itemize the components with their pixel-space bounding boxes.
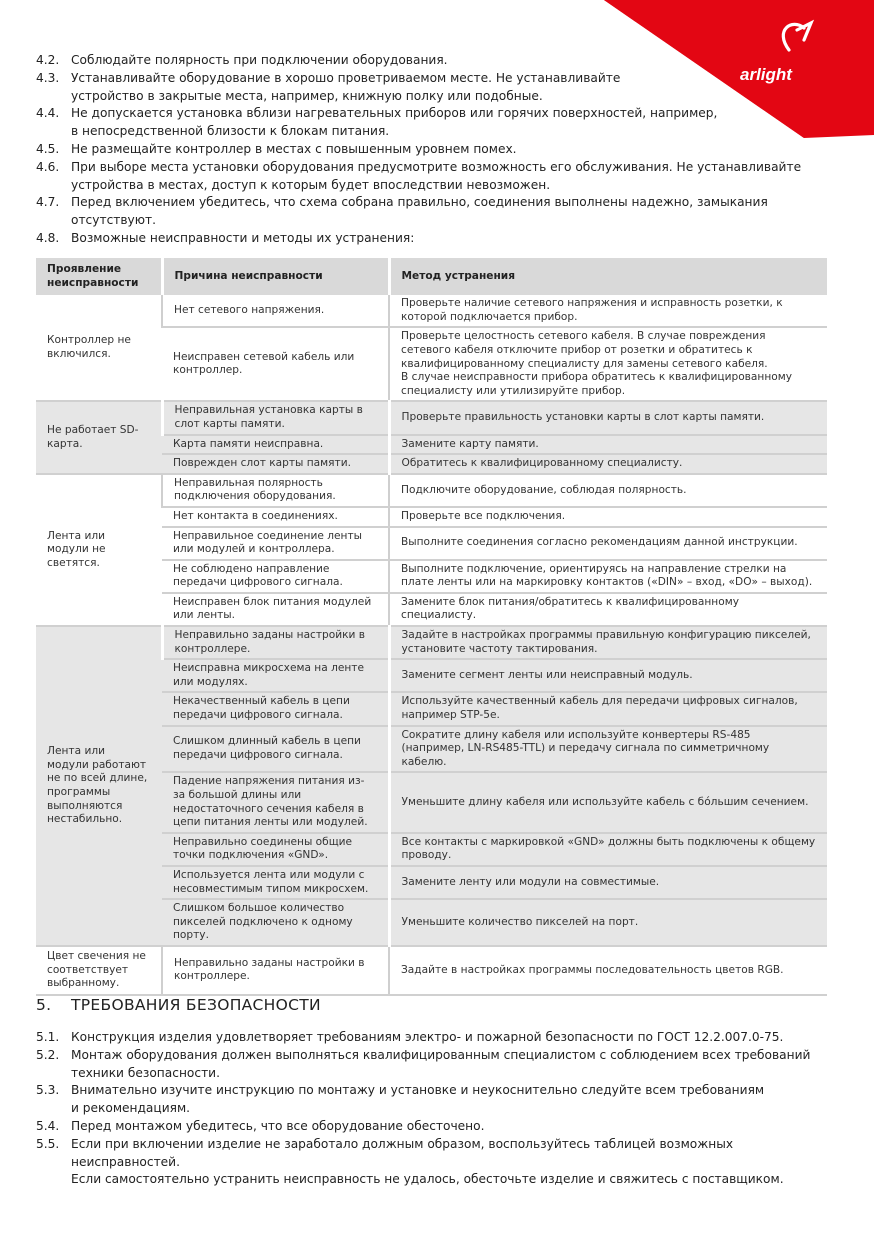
cause-cell: Неправильная полярность подключения оборудования. [162,474,389,507]
list-item [36,1118,836,1136]
header-fix: Метод устранения [389,258,827,295]
item-line: Не допускается установка вблизи нагревательных приборов или горячих поверхностей, например, [71,106,718,121]
cause-cell: Неправильно заданы настройки в контроллере. [162,626,389,659]
item-number: 4.8. [36,230,60,245]
symptom-cell: Цвет свечения не соответствует выбранному. [36,946,162,995]
symptom-cell: Не работает SD-карта. [36,401,162,473]
cause-cell: Нет контакта в соединениях. [162,507,389,527]
fix-cell: Замените карту памяти. [389,435,827,455]
fix-cell: Проверьте целостность сетевого кабеля. В случае повреждения сетевого кабеля отключите прибор от розетки и обратитесь к квалифицированному специалисту для замены сетевого кабеля. В случае неисправности прибора обратитесь к квалифицированному специалисту или утилизируйте прибор. [389,327,827,401]
section-number: 5. [36,996,52,1014]
item-text [71,1136,836,1189]
cause-cell: Слишком большое количество пикселей подключено к одному порту. [162,899,389,946]
item-number: 4.4. [36,106,60,121]
fix-cell: Выполните соединения согласно рекомендациям данной инструкции. [389,527,827,560]
fix-cell: Используйте качественный кабель для передачи цифровых сигналов, например STP-5e. [389,692,827,725]
item-line: При выборе места установки оборудования предусмотрите возможность его обслуживания. Не устанавливайте [71,159,802,174]
fix-cell: Все контакты с маркировкой «GND» должны быть подключены к общему проводу. [389,833,827,866]
item-text [71,194,836,230]
item-number: 5.1. [36,1030,60,1044]
cause-cell: Неправильная установка карты в слот карты памяти. [162,401,389,434]
list-item [36,230,836,248]
fix-cell: Задайте в настройках программы правильную конфигурацию пикселей, установите частоту тактирования. [389,626,827,659]
table-row [36,295,827,327]
item-line: Не размещайте контроллер в местах с повышенным уровнем помех. [71,141,517,156]
header-symptom: Проявление неисправности [36,258,162,295]
item-line: техники безопасности. [71,1065,220,1080]
item-number: 5.4. [36,1118,60,1133]
item-line: Устанавливайте оборудование в хорошо проветриваемом месте. Не устанавливайте [71,70,621,85]
cause-cell: Поврежден слот карты памяти. [162,454,389,474]
cause-cell: Падение напряжения питания из-за большой длины или недостаточного сечения кабеля в цепи питания ленты или модулей. [162,772,389,832]
list-item [36,1136,836,1189]
fix-cell: Сократите длину кабеля или используйте конвертеры RS-485 (например, LN-RS485-TTL) и передачу сигнала по симметричному кабелю. [389,726,827,773]
logo-text: arlight [740,65,792,84]
cause-cell: Слишком длинный кабель в цепи передачи цифрового сигнала. [162,726,389,773]
cause-cell: Неисправен блок питания модулей или ленты. [162,593,389,626]
list-item [36,52,836,70]
item-text [71,1047,836,1083]
table-header-row [36,258,827,295]
item-number: 5.2. [36,1047,60,1062]
cause-cell: Некачественный кабель в цепи передачи цифрового сигнала. [162,692,389,725]
fix-cell: Замените ленту или модули на совместимые. [389,866,827,899]
item-line: Соблюдайте полярность при подключении оборудования. [71,53,448,67]
item-line: Внимательно изучите инструкцию по монтажу и установке и неукоснительно следуйте всем требованиям [71,1083,765,1098]
symptom-cell: Контроллер не включился. [36,295,162,401]
cause-cell: Не соблюдено направление передачи цифрового сигнала. [162,560,389,593]
table-body [36,295,827,995]
item-text [71,159,836,195]
item-text [71,105,836,141]
cause-cell: Неисправен сетевой кабель или контроллер. [162,327,389,401]
cause-cell: Неправильное соединение ленты или модулей и контроллера. [162,527,389,560]
symptom-cell: Лента или модули не светятся. [36,474,162,626]
list-item [36,1082,836,1118]
table-row [36,474,827,507]
list-item [36,1029,836,1047]
item-line: Если при включении изделие не заработало должным образом, воспользуйтесь таблицей возможных неисправностей. [71,1136,734,1169]
item-line: Перед монтажом убедитесь, что все оборудование обесточено. [71,1118,485,1133]
section-5-heading [36,996,321,1014]
troubleshooting-table-wrap [36,258,827,996]
fix-cell: Задайте в настройках программы последовательность цветов RGB. [389,946,827,995]
cause-cell: Неправильно соединены общие точки подключения «GND». [162,833,389,866]
fix-cell: Проверьте наличие сетевого напряжения и исправность розетки, к которой подключается прибор. [389,295,827,327]
list-item [36,141,836,159]
cause-cell: Неисправна микросхема на ленте или модулях. [162,659,389,692]
item-line: Перед включением убедитесь, что схема собрана правильно, соединения выполнены надежно, замыкания [71,195,768,210]
item-line: Монтаж оборудования должен выполняться квалифицированным специалистом с соблюдением всех требований [71,1047,811,1062]
fix-cell: Подключите оборудование, соблюдая полярность. [389,474,827,507]
cause-cell: Карта памяти неисправна. [162,435,389,455]
item-text [71,52,836,70]
item-text [71,1082,836,1118]
fix-cell: Замените сегмент ленты или неисправный модуль. [389,659,827,692]
troubleshooting-table [36,258,827,996]
fix-cell: Замените блок питания/обратитесь к квалифицированному специалисту. [389,593,827,626]
fix-cell: Обратитесь к квалифицированному специалисту. [389,454,827,474]
fix-cell: Проверьте все подключения. [389,507,827,527]
item-line: и рекомендациям. [71,1101,191,1116]
list-item [36,194,836,230]
item-line: устройство в закрытые места, например, книжную полку или подобные. [71,88,543,103]
list-item [36,159,836,195]
fix-cell: Уменьшите количество пикселей на порт. [389,899,827,946]
section-title: ТРЕБОВАНИЯ БЕЗОПАСНОСТИ [71,996,321,1014]
item-line: отсутствуют. [71,213,156,228]
table-row [36,626,827,659]
installation-list [36,52,836,248]
cause-cell: Нет сетевого напряжения. [162,295,389,327]
cause-cell: Неправильно заданы настройки в контроллере. [162,946,389,995]
item-text [71,141,836,159]
item-number: 5.5. [36,1136,60,1151]
item-line: устройства в местах, доступ к которым будет впоследствии невозможен. [71,177,551,192]
item-number: 4.6. [36,159,60,174]
fix-cell: Выполните подключение, ориентируясь на направление стрелки на плате ленты или на маркировку контактов («DIN» – вход, «DO» – выход). [389,560,827,593]
table-row [36,946,827,995]
item-text [71,70,836,106]
item-number: 4.5. [36,141,60,156]
item-line: Если самостоятельно устранить неисправность не удалось, обесточьте изделие и свяжитесь с поставщиком. [71,1172,784,1187]
list-item [36,105,836,141]
item-text [71,1118,836,1136]
item-line: Конструкция изделия удовлетворяет требованиям электро- и пожарной безопасности по ГОСТ 12.2.007.0-75. [71,1030,784,1044]
table-row [36,401,827,434]
cause-cell: Используется лента или модули с несовместимым типом микросхем. [162,866,389,899]
item-line: Возможные неисправности и методы их устранения: [71,230,415,245]
item-number: 4.3. [36,70,60,85]
symptom-cell: Лента или модули работают не по всей длине, программы выполняются нестабильно. [36,626,162,946]
list-item [36,1047,836,1083]
fix-cell: Уменьшите длину кабеля или используйте кабель с бóльшим сечением. [389,772,827,832]
item-number: 5.3. [36,1083,60,1098]
header-cause: Причина неисправности [162,258,389,295]
item-text [71,230,836,248]
safety-list [36,1029,836,1189]
item-line: в непосредственной близости к блокам питания. [71,124,390,139]
list-item [36,70,836,106]
item-number: 4.7. [36,195,60,210]
item-number: 4.2. [36,53,60,67]
fix-cell: Проверьте правильность установки карты в слот карты памяти. [389,401,827,434]
item-text [71,1029,836,1047]
